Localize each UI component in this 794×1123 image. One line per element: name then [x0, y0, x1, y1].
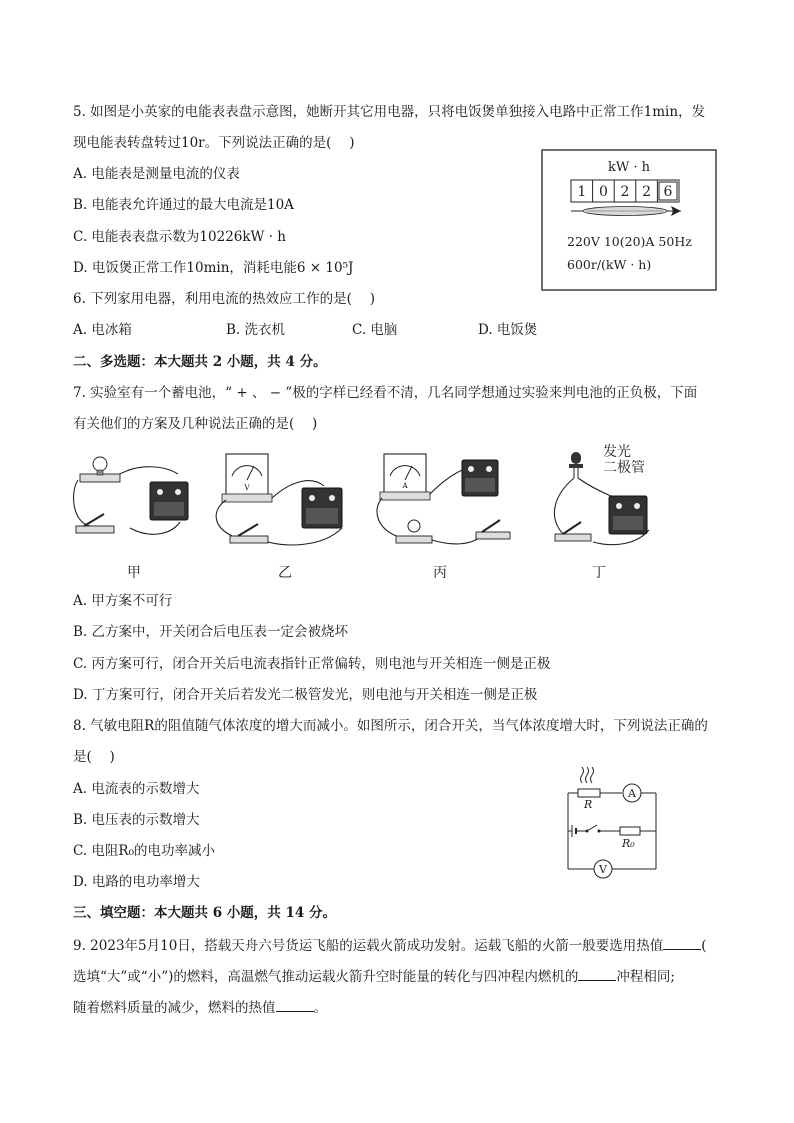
- meter-spec-line2: 600r/(kW · h): [567, 257, 652, 272]
- electric-meter-figure: [541, 149, 717, 291]
- section-3-heading: 三、填空题：本大题共 6 小题，共 14 分。: [73, 905, 336, 921]
- q9-line2: [73, 967, 675, 986]
- svg-text:A: A: [628, 787, 636, 800]
- switch-icon: [476, 520, 510, 539]
- battery-icon: [462, 460, 498, 496]
- q6-option-b: B. 洗衣机: [226, 322, 286, 338]
- svg-text:V: V: [599, 863, 607, 876]
- meter-spec-line1: 220V 10(20)A 50Hz: [567, 234, 692, 249]
- q6-option-d: D. 电饭煲: [478, 322, 538, 338]
- resistor-r0: [620, 827, 640, 835]
- q7-option-b: B. 乙方案中，开关闭合后电压表一定会被烧坏: [73, 624, 349, 640]
- meter-digit-3: 2: [620, 184, 630, 200]
- switch-symbol: [587, 825, 597, 831]
- q9-blank-1[interactable]: [663, 936, 701, 950]
- bulb-icon: [396, 520, 432, 543]
- led-label-2: 二极管: [603, 460, 645, 476]
- svg-text:R: R: [584, 798, 593, 811]
- meter-unit: kW · h: [607, 160, 651, 175]
- q8-stem-line2: 是( ): [73, 749, 115, 765]
- q9-line3-tail: 。: [313, 1000, 327, 1016]
- led-label-1: 发光: [603, 444, 631, 460]
- q9-line2-tail: 冲程相同;: [616, 969, 675, 985]
- q7-caption-jia: 甲: [127, 565, 141, 581]
- q9-blank-2[interactable]: [578, 967, 616, 981]
- q6-stem: 6. 下列家用电器，利用电流的热效应工作的是( ): [73, 291, 375, 307]
- q5-option-b: B. 电能表允许通过的最大电流是10A: [73, 197, 294, 213]
- q8-option-b: B. 电压表的示数增大: [73, 812, 200, 828]
- q7-option-a: A. 甲方案不可行: [73, 593, 173, 609]
- q8-option-c: C. 电阻R₀的电功率减小: [73, 843, 216, 859]
- q7-caption-yi: 乙: [278, 565, 292, 581]
- q7-figure-jia: [70, 452, 200, 554]
- q7-option-c: C. 丙方案可行，闭合开关后电流表指针正常偏转，则电池与开关相连一侧是正极: [73, 656, 551, 672]
- q7-caption-ding: 丁: [592, 565, 606, 581]
- meter-digit-2: 0: [598, 184, 608, 200]
- svg-text:V: V: [244, 484, 250, 492]
- q5-stem-line2: 现电能表转盘转过10r。下列说法正确的是( ): [73, 135, 355, 151]
- voltmeter-icon: [222, 454, 272, 502]
- section-2-heading: 二、多选题：本大题共 2 小题，共 4 分。: [73, 354, 327, 370]
- q7-option-d: D. 丁方案可行，闭合开关后若发光二极管发光，则电池与开关相连一侧是正极: [73, 687, 538, 703]
- q7-caption-bing: 丙: [433, 565, 447, 581]
- q9-line3-text: 随着燃料质量的减少，燃料的热值: [73, 1000, 276, 1016]
- svg-text:R₀: R₀: [622, 837, 635, 850]
- q7-stem-line1: 7. 实验室有一个蓄电池，“ + 、 − ”极的字样已经看不清，几名同学想通过实验来判电池的正负极，下面: [73, 385, 698, 401]
- gas-resistor-r: [578, 789, 600, 797]
- q7-figure-bing: [372, 450, 522, 554]
- switch-icon: [76, 514, 114, 533]
- q8-option-d: D. 电路的电功率增大: [73, 874, 200, 890]
- q9-line1-tail: (: [701, 938, 707, 954]
- q9-blank-3[interactable]: [276, 998, 314, 1012]
- ammeter-icon: [380, 454, 430, 500]
- q7-figure-yi: [212, 450, 362, 554]
- q9-line1: [73, 936, 707, 955]
- battery-icon: [150, 482, 188, 520]
- svg-text:A: A: [402, 482, 408, 490]
- q5-option-c: C. 电能表表盘示数为10226kW · h: [73, 229, 287, 245]
- q9-line3: [73, 998, 327, 1017]
- q7-figure-ding: [545, 440, 675, 556]
- q5-option-a: A. 电能表是测量电流的仪表: [73, 166, 240, 182]
- bulb-icon: [80, 457, 120, 482]
- q5-stem-line1: 5. 如图是小英家的电能表表盘示意图，她断开其它用电器，只将电饭煲单独接入电路中正常工作1min，发: [73, 104, 706, 120]
- q8-option-a: A. 电流表的示数增大: [73, 781, 200, 797]
- q8-stem-line1: 8. 气敏电阻R的阻值随气体浓度的增大而减小。如图所示，闭合开关，当气体浓度增大时，下列说法正确的: [73, 718, 708, 734]
- q9-line2-text: 选填“大”或“小”)的燃料，高温燃气推动运载火箭升空时能量的转化与四冲程内燃机的: [73, 969, 579, 985]
- meter-digit-4: 2: [642, 184, 652, 200]
- q7-stem-line2: 有关他们的方案及几种说法正确的是( ): [73, 416, 318, 432]
- battery-icon: [302, 488, 342, 528]
- q6-option-c: C. 电脑: [352, 322, 398, 338]
- switch-icon: [230, 524, 268, 543]
- meter-digit-5: 6: [663, 184, 673, 200]
- q8-circuit-diagram: [560, 765, 664, 883]
- meter-digit-1: 1: [577, 184, 587, 200]
- q5-option-d: D. 电饭煲正常工作10min，消耗电能6 × 10⁵J: [73, 260, 354, 276]
- led-icon: [569, 452, 583, 478]
- q9-line1-text: 9. 2023年5月10日，搭载天舟六号货运飞船的运载火箭成功发射。运载飞船的火箭一般要选用热值: [73, 938, 664, 954]
- battery-icon: [609, 496, 647, 534]
- q6-option-a: A. 电冰箱: [73, 322, 132, 338]
